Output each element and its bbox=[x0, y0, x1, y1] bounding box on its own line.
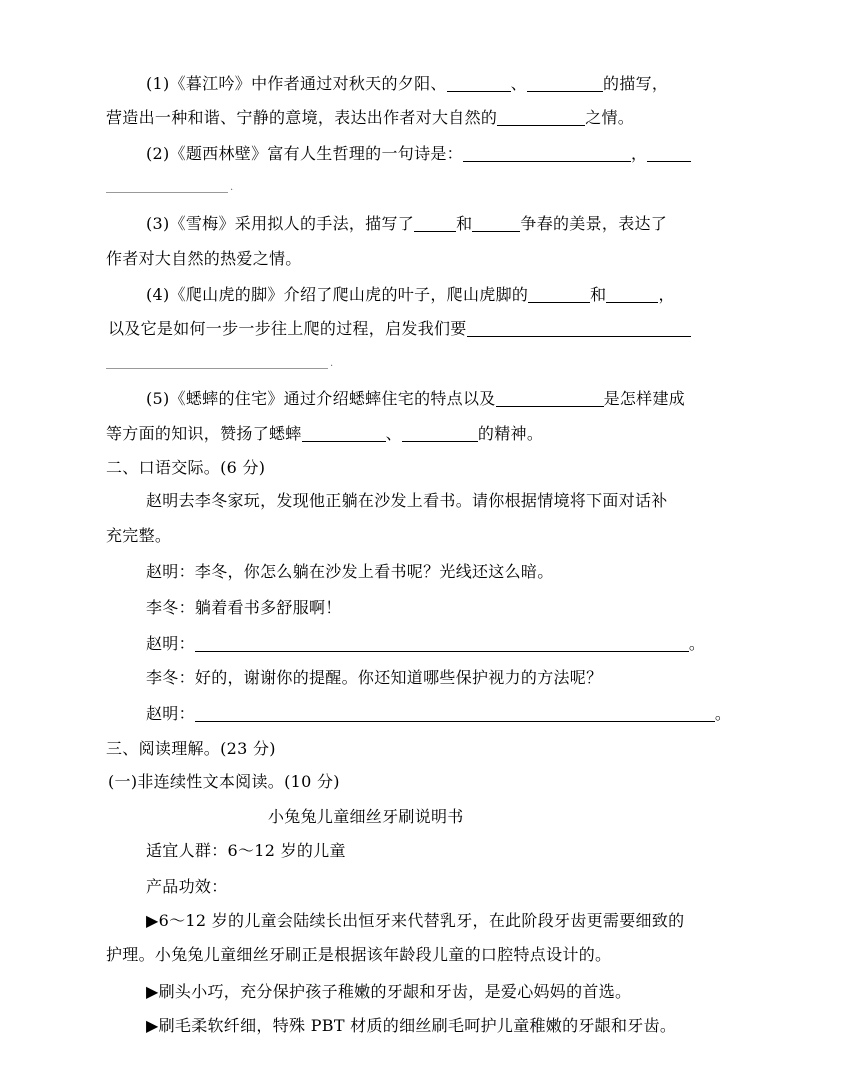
q4-blank-3[interactable] bbox=[467, 320, 691, 337]
q1-line2-end: 之情。 bbox=[585, 108, 635, 127]
q5-line2-end: 的精神。 bbox=[477, 424, 544, 443]
q3-blank-2[interactable] bbox=[472, 215, 520, 232]
q3-text: (3)《雪梅》采用拟人的手法，描写了 bbox=[146, 214, 415, 233]
q1-line2 bbox=[106, 108, 634, 128]
q3-and: 和 bbox=[456, 214, 473, 233]
section2-intro-line1: 赵明去李冬家玩，发现他正躺在沙发上看书。请你根据情境将下面对话补 bbox=[146, 491, 668, 510]
dialog-5-speaker: 赵明： bbox=[146, 704, 195, 723]
dialog-3-end: 。 bbox=[688, 634, 706, 653]
bullet-1-line2: 护理。小兔兔儿童细丝牙刷正是根据该年龄段儿童的口腔特点设计的。 bbox=[106, 945, 612, 964]
q5-text-2: 是怎样建成 bbox=[603, 389, 686, 408]
q1-text: (1)《暮江吟》中作者通过对秋天的夕阳、 bbox=[146, 74, 447, 93]
q5-blank-2[interactable] bbox=[302, 425, 386, 442]
q1-line2-text: 营造出一种和谐、宁静的意境，表达出作者对大自然的 bbox=[106, 108, 498, 127]
q4-blank-2[interactable] bbox=[606, 286, 658, 303]
bullet-1-line1: ▶6～12 岁的儿童会陆续长出恒牙来代替乳牙，在此阶段牙齿更需要细致的 bbox=[146, 911, 685, 930]
q5-sep: 、 bbox=[385, 424, 402, 443]
q5-text: (5)《蟋蟀的住宅》通过介绍蟋蟀住宅的特点以及 bbox=[146, 389, 496, 408]
q1-line1 bbox=[146, 74, 668, 94]
q4-line2-text: 以及它是如何一步一步往上爬的过程，启发我们要 bbox=[108, 319, 467, 338]
q2-text: (2)《题西林壁》富有人生哲理的一句诗是： bbox=[146, 144, 463, 163]
dialog-line-4: 李冬：好的，谢谢你的提醒。你还知道哪些保护视力的方法呢？ bbox=[146, 668, 603, 687]
q4-text: (4)《爬山虎的脚》介绍了爬山虎的叶子，爬山虎脚的 bbox=[146, 285, 529, 304]
q1-blank-1[interactable] bbox=[447, 75, 511, 92]
q2-line1 bbox=[146, 144, 691, 164]
dialog-answer-2[interactable] bbox=[195, 705, 715, 722]
section2-heading: 二、口语交际。(6 分) bbox=[106, 458, 266, 477]
q5-line1 bbox=[146, 389, 685, 409]
q2-blank-2[interactable] bbox=[647, 145, 691, 162]
q2-blank-1[interactable] bbox=[463, 145, 631, 162]
dialog-3-speaker: 赵明： bbox=[146, 634, 195, 653]
q4-line1 bbox=[146, 285, 675, 305]
dialog-line-1: 赵明：李冬，你怎么躺在沙发上看书呢？光线还这么暗。 bbox=[146, 562, 554, 581]
dialog-answer-1[interactable] bbox=[195, 635, 689, 652]
q5-line2-text: 等方面的知识，赞扬了蟋蟀 bbox=[106, 424, 302, 443]
q3-line1 bbox=[146, 214, 667, 234]
q5-line2 bbox=[106, 424, 543, 444]
q5-blank-1[interactable] bbox=[496, 390, 604, 407]
q2-end-mark: . bbox=[230, 182, 234, 193]
bullet-3: ▶刷毛柔软纤细，特殊 PBT 材质的细丝刷毛呵护儿童稚嫩的牙龈和牙齿。 bbox=[146, 1016, 677, 1035]
q1-text-2: 的描写， bbox=[602, 74, 669, 93]
q2-sep: ， bbox=[630, 144, 648, 163]
q1-sep: 、 bbox=[510, 74, 527, 93]
q1-blank-2[interactable] bbox=[527, 75, 603, 92]
suitable-group: 适宜人群：6～12 岁的儿童 bbox=[146, 841, 346, 860]
section3-heading: 三、阅读理解。(23 分) bbox=[106, 739, 276, 758]
dialog-line-5 bbox=[146, 704, 731, 724]
q3-blank-1[interactable] bbox=[414, 215, 456, 232]
q3-line2: 作者对大自然的热爱之情。 bbox=[106, 249, 302, 268]
bullet-2: ▶刷头小巧，充分保护孩子稚嫩的牙龈和牙齿，是爱心妈妈的首选。 bbox=[146, 982, 632, 1001]
section2-intro-line2: 充完整。 bbox=[106, 526, 172, 545]
q4-line2 bbox=[108, 319, 691, 339]
q4-blank-1[interactable] bbox=[528, 286, 590, 303]
q4-end-mark: . bbox=[330, 358, 334, 369]
dialog-5-end: 。 bbox=[714, 704, 732, 723]
q5-blank-3[interactable] bbox=[402, 425, 478, 442]
dialog-line-3 bbox=[146, 634, 705, 654]
q2-answer-line[interactable] bbox=[106, 192, 228, 193]
q4-and: 和 bbox=[590, 285, 607, 304]
q4-answer-line[interactable] bbox=[106, 368, 328, 369]
q4-comma: ， bbox=[658, 285, 675, 304]
manual-title: 小兔兔儿童细丝牙刷说明书 bbox=[268, 807, 464, 826]
q3-text-2: 争春的美景，表达了 bbox=[520, 214, 668, 233]
section3-subheading: (一)非连续性文本阅读。(10 分) bbox=[108, 772, 340, 791]
q1-blank-3[interactable] bbox=[497, 109, 585, 126]
effects-label: 产品功效： bbox=[146, 877, 228, 896]
dialog-line-2: 李冬：躺着看书多舒服啊！ bbox=[146, 598, 342, 617]
